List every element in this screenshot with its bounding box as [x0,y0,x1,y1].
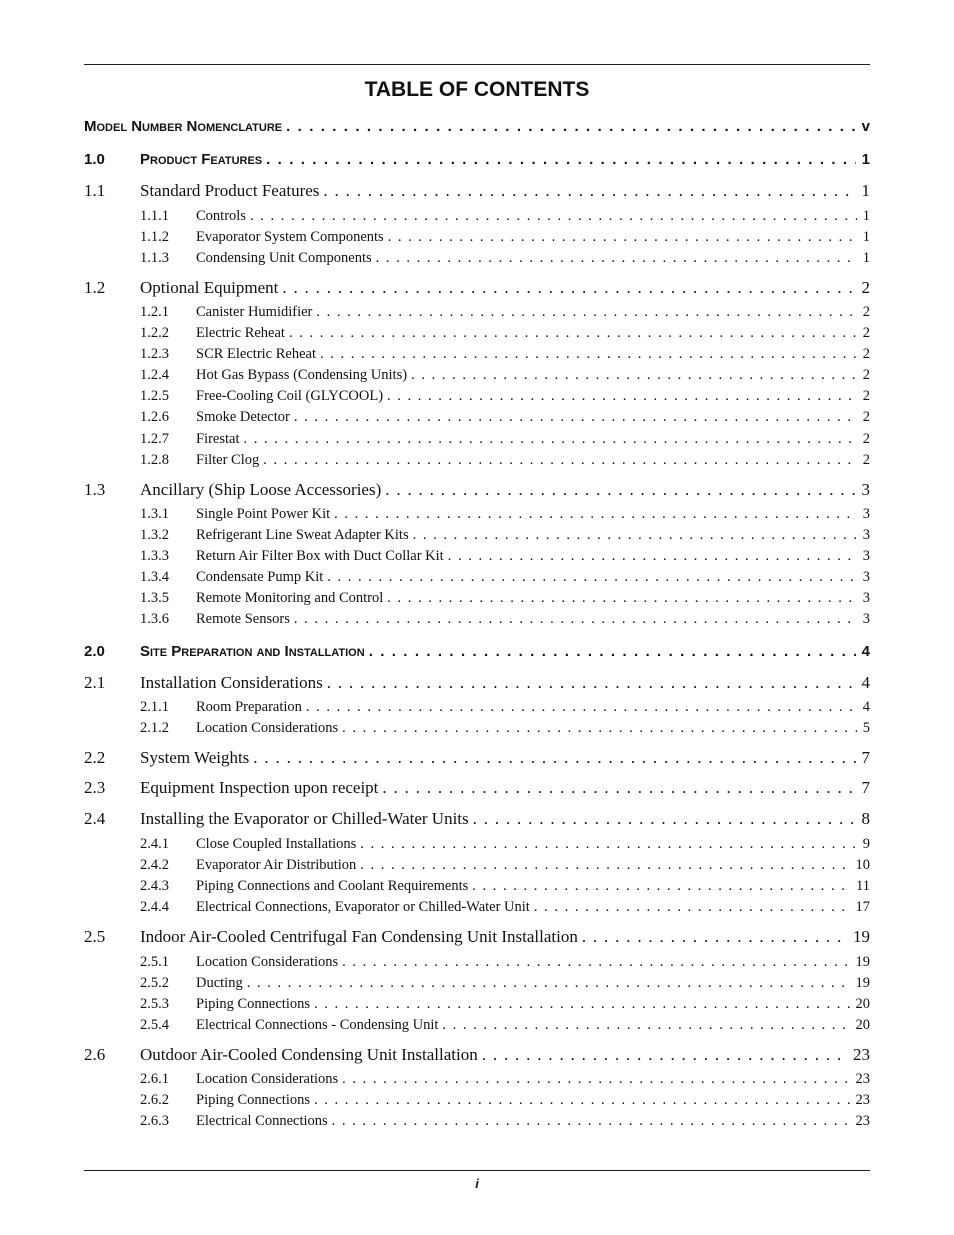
toc-entry-title: Site Preparation and Installation [140,643,365,660]
dot-leader [530,899,850,916]
toc-entry-page: v [861,118,870,135]
toc-entry-number: 2.1 [84,673,106,692]
toc-entry-page: 23 [855,1092,870,1108]
toc-entry-title: Firestat [196,431,240,447]
toc-entry[interactable] [84,1017,870,1034]
toc-entry[interactable] [84,748,870,768]
dot-leader [285,325,857,342]
toc-entry-page: 1 [861,181,870,200]
toc-entry-title: Electric Reheat [196,325,285,341]
dot-leader [302,699,857,716]
dot-leader [262,151,856,168]
dot-leader [323,673,856,693]
toc-entry-title: Standard Product Features [140,181,320,200]
toc-entry-title: Ducting [196,975,243,991]
toc-entry-title: Condensate Pump Kit [196,569,324,585]
dot-leader [246,208,857,225]
toc-entry-number: 1.1 [84,181,106,200]
toc-entry-title: Optional Equipment [140,278,279,297]
toc-entry-title: Return Air Filter Box with Duct Collar Kit [196,548,444,564]
toc-entry[interactable] [84,388,870,405]
toc-entry-page: 2 [862,325,870,341]
dot-leader [312,304,856,321]
toc-entry-page: 19 [855,975,870,991]
toc-entry-title: Filter Clog [196,452,260,468]
toc-entry-title: Free-Cooling Coil (GLYCOOL) [196,388,384,404]
toc-entry-number: 2.5 [84,927,106,946]
toc-entry-page: 20 [855,996,870,1012]
toc-entry-page: 2 [862,409,870,425]
toc-entry[interactable] [84,857,870,874]
toc-entry-page: 2 [862,346,870,362]
dot-leader [409,527,857,544]
toc-entry[interactable] [84,452,870,469]
toc-entry-page: 7 [861,748,870,767]
toc-entry-number: 1.1.3 [140,250,169,266]
dot-leader [282,118,856,135]
toc-entry-page: 23 [855,1071,870,1087]
toc-entry-page: 4 [861,643,870,660]
dot-leader [278,278,855,298]
dot-leader [383,388,857,405]
toc-entry-number: 1.3.5 [140,590,169,606]
dot-leader [323,569,856,586]
dot-leader [319,181,855,201]
dot-leader [310,1092,850,1109]
toc-entry-title: Evaporator System Components [196,229,384,245]
toc-entry-title: Installing the Evaporator or Chilled-Water Units [140,809,469,828]
toc-entry-number: 1.2.4 [140,367,169,383]
dot-leader [384,229,857,246]
toc-entry-title: Model Number Nomenclature [84,118,283,135]
toc-entry[interactable] [84,304,870,321]
toc-entry[interactable] [84,208,870,225]
toc-entry-number: 1.2.5 [140,388,169,404]
bottom-rule [84,1170,870,1171]
toc-entry-number: 2.1.1 [140,699,169,715]
toc-entry[interactable] [84,996,870,1013]
toc-entry-title: Electrical Connections - Condensing Unit [196,1017,439,1033]
dot-leader [249,748,855,768]
toc-entry-number: 1.0 [84,151,105,168]
toc-entry[interactable] [84,250,870,267]
toc-entry-title: Piping Connections [196,1092,310,1108]
toc-entry-title: Condensing Unit Components [196,250,372,266]
toc-entry-title: Piping Connections and Coolant Requirements [196,878,469,894]
toc-entry-page: 8 [861,809,870,828]
toc-entry-number: 1.3.1 [140,506,169,522]
toc-entry-title: Canister Humidifier [196,304,313,320]
toc-entry-title: Refrigerant Line Sweat Adapter Kits [196,527,409,543]
dot-leader [365,643,856,660]
toc-entry-number: 2.6.2 [140,1092,169,1108]
toc-entry-title: Smoke Detector [196,409,290,425]
toc-entry-number: 2.4 [84,809,106,828]
toc-entry-title: Close Coupled Installations [196,836,357,852]
toc-entry-number: 1.3.4 [140,569,169,585]
toc-entry-number: 2.5.4 [140,1017,169,1033]
toc-entry[interactable] [84,699,870,716]
toc-entry-page: 2 [862,367,870,383]
toc-entry-page: 9 [862,836,870,852]
toc-entry-page: 3 [862,590,870,606]
toc-entry[interactable] [84,975,870,992]
dot-leader [478,1045,847,1065]
toc-entry-number: 2.6.3 [140,1113,169,1129]
toc-entry[interactable] [84,778,870,798]
dot-leader [469,809,856,829]
toc-entry-page: 3 [862,527,870,543]
toc-entry-number: 1.3.3 [140,548,169,564]
toc-entry-number: 2.5.1 [140,954,169,970]
toc-entry-page: 1 [861,151,870,168]
toc-entry[interactable] [84,899,870,916]
toc-entry-number: 2.4.1 [140,836,169,852]
dot-leader [407,367,857,384]
dot-leader [330,506,857,523]
dot-leader [444,548,857,565]
dot-leader [378,778,855,798]
toc-entry[interactable] [84,229,870,246]
toc-entry-page: 2 [862,452,870,468]
toc-entry[interactable] [84,1045,870,1065]
toc-entry-page: 23 [855,1113,870,1129]
toc-entry-page: 19 [855,954,870,970]
toc-entry[interactable] [84,346,870,363]
toc-entry-title: Product Features [140,151,263,168]
dot-leader [356,836,856,853]
toc-entry-number: 1.2.1 [140,304,169,320]
dot-leader [290,409,857,426]
toc-entry-number: 2.0 [84,643,105,660]
toc-entry[interactable] [84,836,870,853]
toc-entry-page: 2 [862,388,870,404]
toc-entry-title: Installation Considerations [140,673,323,692]
toc-entry-number: 2.2 [84,748,106,767]
dot-leader [372,250,857,267]
dot-leader [290,611,857,628]
toc-entry[interactable] [84,409,870,426]
toc-entry-page: 2 [862,431,870,447]
toc-entry-page: 1 [862,229,870,245]
toc-entry-number: 2.4.2 [140,857,169,873]
toc-entry-page: 5 [862,720,870,736]
toc-entry-page: 1 [862,250,870,266]
toc-entry[interactable] [84,548,870,565]
toc-entry-page: 23 [853,1045,870,1064]
toc-entry[interactable] [84,1071,870,1088]
toc-entry-page: 11 [856,878,870,894]
toc-entry-number: 2.4.3 [140,878,169,894]
toc-entry[interactable] [84,643,870,660]
toc-entry[interactable] [84,506,870,523]
toc-entry-page: 17 [855,899,870,915]
toc-entry-number: 1.2 [84,278,106,297]
dot-leader [338,954,849,971]
dot-leader [338,1071,849,1088]
toc-entry-number: 2.5.3 [140,996,169,1012]
toc-entry-title: Evaporator Air Distribution [196,857,357,873]
toc-entry-title: Electrical Connections, Evaporator or Chilled-Water Unit [196,899,530,915]
toc-entry-title: Single Point Power Kit [196,506,331,522]
toc-entry-title: System Weights [140,748,250,767]
toc-entry-title: Equipment Inspection upon receipt [140,778,379,797]
toc-entry[interactable] [84,673,870,693]
toc-entry-number: 1.3 [84,480,106,499]
toc-entry-page: 20 [855,1017,870,1033]
dot-leader [383,590,856,607]
toc-entry[interactable] [84,611,870,628]
toc-entry[interactable] [84,181,870,201]
dot-leader [438,1017,849,1034]
toc-entry-number: 1.2.8 [140,452,169,468]
toc-entry-number: 1.3.6 [140,611,169,627]
toc-entry-number: 2.5.2 [140,975,169,991]
toc-entry[interactable] [84,590,870,607]
toc-entry-title: Outdoor Air-Cooled Condensing Unit Installation [140,1045,478,1064]
toc-entry-title: Ancillary (Ship Loose Accessories) [140,480,382,499]
toc-entry-title: Room Preparation [196,699,302,715]
toc-entry[interactable] [84,480,870,500]
toc-entry-page: 1 [862,208,870,224]
toc-entry[interactable] [84,118,870,135]
toc-entry-number: 1.1.2 [140,229,169,245]
toc-entry-title: Electrical Connections [196,1113,328,1129]
toc-entry-page: 3 [862,569,870,585]
toc-entry-page: 3 [861,480,870,499]
toc-entry-title: Indoor Air-Cooled Centrifugal Fan Condensing Unit Installation [140,927,578,946]
toc-entry-number: 2.3 [84,778,106,797]
toc-entry-page: 7 [861,778,870,797]
dot-leader [356,857,849,874]
dot-leader [328,1113,850,1130]
toc-entry[interactable] [84,927,870,947]
toc-entry-title: Controls [196,208,246,224]
dot-leader [578,927,847,947]
toc-entry[interactable] [84,278,870,298]
toc-entry-number: 2.1.2 [140,720,169,736]
dot-leader [310,996,850,1013]
toc-entry[interactable] [84,954,870,971]
toc-entry-number: 1.2.3 [140,346,169,362]
dot-leader [259,452,857,469]
toc-entry-title: SCR Electric Reheat [196,346,316,362]
toc-entry-number: 1.1.1 [140,208,169,224]
toc-entry-page: 2 [862,304,870,320]
toc-entry-number: 2.6 [84,1045,106,1064]
toc-entry-number: 1.2.7 [140,431,169,447]
toc-entry-page: 19 [853,927,870,946]
toc-entry[interactable] [84,367,870,384]
dot-leader [468,878,850,895]
toc-entry[interactable] [84,325,870,342]
toc-entry-title: Location Considerations [196,1071,339,1087]
toc-entry[interactable] [84,527,870,544]
dot-leader [243,975,850,992]
toc-entry-title: Hot Gas Bypass (Condensing Units) [196,367,408,383]
toc-entry[interactable] [84,151,870,168]
toc-entry-title: Location Considerations [196,954,339,970]
toc-entry-title: Piping Connections [196,996,310,1012]
toc-entry[interactable] [84,569,870,586]
dot-leader [381,480,855,500]
toc-entry[interactable] [84,720,870,737]
toc-entry-number: 1.2.6 [140,409,169,425]
toc-entry-title: Remote Sensors [196,611,290,627]
toc-entry-page: 3 [862,506,870,522]
toc-entry[interactable] [84,1092,870,1109]
toc-entry-title: Location Considerations [196,720,339,736]
toc-entry-page: 10 [855,857,870,873]
toc-entry-page: 2 [861,278,870,297]
toc-entry[interactable] [84,1113,870,1130]
toc-entry-number: 2.4.4 [140,899,169,915]
toc-entry-number: 2.6.1 [140,1071,169,1087]
page-title: TABLE OF CONTENTS [364,78,590,101]
toc-entry[interactable] [84,809,870,829]
page-number: i [475,1176,479,1191]
toc-entry-page: 4 [862,699,870,715]
toc-entry[interactable] [84,431,870,448]
toc-entry-page: 4 [861,673,870,692]
dot-leader [316,346,857,363]
toc-entry-page: 3 [862,611,870,627]
toc-entry-title: Remote Monitoring and Control [196,590,384,606]
toc-entry-number: 1.2.2 [140,325,169,341]
toc-entry[interactable] [84,878,870,895]
dot-leader [240,431,857,448]
toc-entry-number: 1.3.2 [140,527,169,543]
toc-entry-page: 3 [862,548,870,564]
dot-leader [338,720,857,737]
